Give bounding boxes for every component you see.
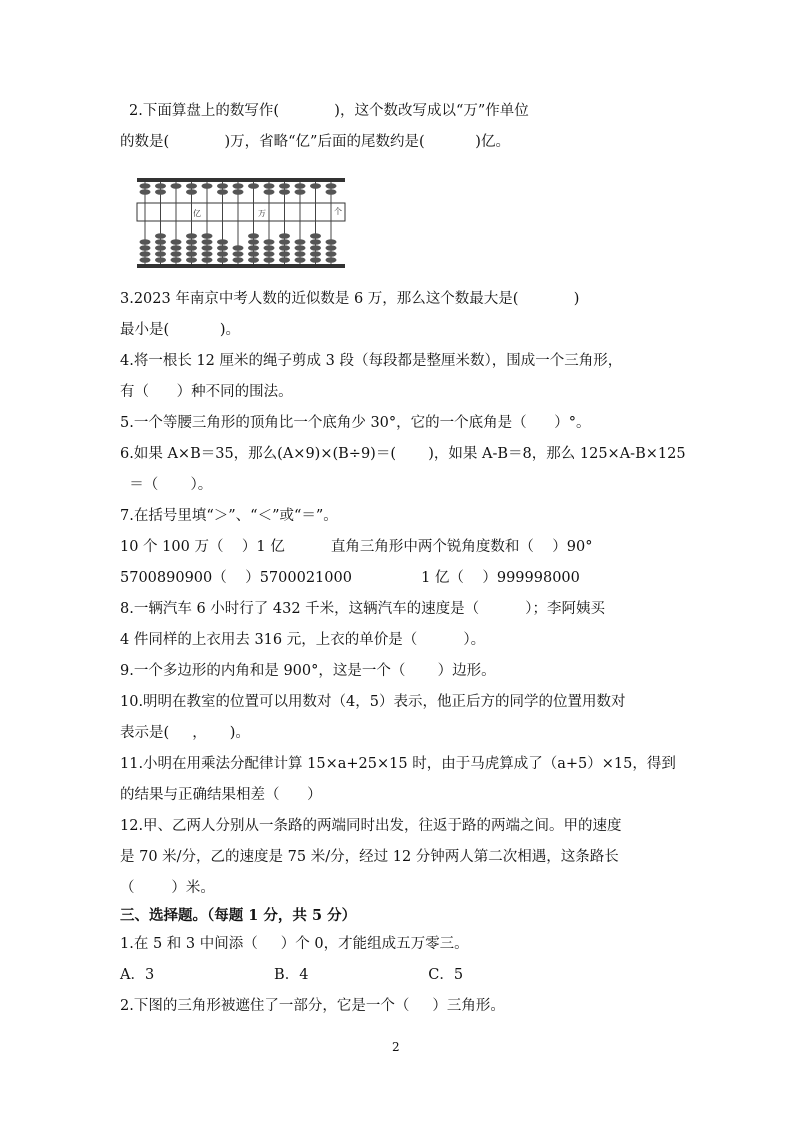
abacus-bead — [248, 257, 259, 263]
q6-line-1: 6.如果 A×B＝35，那么(A×9)×(B÷9)＝( )，如果 A-B＝8，那么 125×A-B×125 — [120, 446, 686, 462]
abacus-bead — [202, 239, 213, 245]
q12-line-3: （ ）米。 — [120, 880, 215, 896]
abacus-bead — [186, 257, 197, 263]
abacus-bead — [279, 233, 290, 239]
q12-line-2: 是 70 米/分，乙的速度是 75 米/分，经过 12 分钟两人第二次相遇，这条路长 — [120, 849, 619, 865]
abacus-bead — [264, 245, 275, 251]
abacus-bead — [233, 257, 244, 263]
abacus-bead — [264, 189, 275, 195]
q12-line-1: 12.甲、乙两人分别从一条路的两端同时出发，往返于路的两端之间。甲的速度 — [120, 818, 622, 834]
abacus-bead — [140, 251, 151, 257]
abacus-figure — [135, 176, 347, 270]
abacus-bead — [217, 183, 228, 189]
abacus-bead — [279, 183, 290, 189]
abacus-bead — [140, 257, 151, 263]
q11-line-2: 的结果与正确结果相差（ ） — [120, 787, 322, 803]
abacus-bead — [264, 251, 275, 257]
q8-line-2: 4 件同样的上衣用去 316 元，上衣的单价是（ ）。 — [120, 632, 486, 648]
abacus-bead — [248, 245, 259, 251]
q9-line: 9.一个多边形的内角和是 900°，这是一个（ ）边形。 — [120, 663, 496, 679]
abacus-label-wan: 万 — [258, 209, 266, 218]
abacus-bead — [233, 183, 244, 189]
abacus-bead — [248, 239, 259, 245]
abacus-bead — [233, 189, 244, 195]
abacus-bead — [326, 245, 337, 251]
abacus-bead — [155, 251, 166, 257]
abacus-bead — [279, 251, 290, 257]
q7-line: 7.在括号里填“＞”、“＜”或“＝”。 — [120, 508, 338, 524]
q3-line-2: 最小是( )。 — [120, 322, 241, 338]
abacus-bead — [295, 183, 306, 189]
abacus-bead — [264, 257, 275, 263]
abacus-bead — [186, 233, 197, 239]
abacus-bead — [264, 183, 275, 189]
abacus-bead — [171, 245, 182, 251]
abacus-bead — [186, 189, 197, 195]
abacus-bead — [248, 251, 259, 257]
abacus-bead — [202, 245, 213, 251]
abacus-bead — [295, 245, 306, 251]
abacus-bead — [248, 233, 259, 239]
q11-line-1: 11.小明在用乘法分配律计算 15×a+25×15 时，由于马虎算成了（a+5）×15，得到 — [120, 756, 676, 772]
abacus-bead — [140, 239, 151, 245]
abacus-bead — [186, 239, 197, 245]
abacus-bead — [217, 239, 228, 245]
q10-line-1: 10.明明在教室的位置可以用数对（4，5）表示，他正后方的同学的位置用数对 — [120, 694, 626, 710]
abacus-bead — [295, 257, 306, 263]
abacus-bead — [217, 251, 228, 257]
abacus-bead — [279, 245, 290, 251]
abacus-bead — [310, 233, 321, 239]
abacus-bead — [310, 257, 321, 263]
abacus-bead — [295, 189, 306, 195]
abacus-bead — [279, 189, 290, 195]
abacus-bead — [233, 245, 244, 251]
abacus-bead — [140, 245, 151, 251]
abacus-bead — [186, 251, 197, 257]
abacus-bead — [171, 239, 182, 245]
abacus-bead — [233, 251, 244, 257]
q7-row-2: 5700890900（ ）5700021000 1 亿（ ）999998000 — [120, 570, 580, 586]
q2-line-1: 2.下面算盘上的数写作( )，这个数改写成以“万”作单位 — [129, 103, 529, 119]
q4-line-2: 有（ ）种不同的围法。 — [120, 384, 293, 400]
abacus-bead — [202, 257, 213, 263]
abacus-bead — [155, 239, 166, 245]
abacus-bead — [279, 239, 290, 245]
page-number: 2 — [392, 1040, 400, 1054]
abacus-bead — [186, 245, 197, 251]
abacus-bead — [217, 257, 228, 263]
abacus-bead — [310, 239, 321, 245]
abacus-bead — [279, 257, 290, 263]
abacus-bead — [326, 251, 337, 257]
abacus-bead — [248, 183, 259, 189]
abacus-bead — [140, 183, 151, 189]
abacus-bead — [155, 245, 166, 251]
abacus-bead — [264, 239, 275, 245]
abacus-bead — [171, 257, 182, 263]
abacus-bead — [202, 251, 213, 257]
choice-q2-line: 2.下图的三角形被遮住了一部分，它是一个（ ）三角形。 — [120, 998, 505, 1014]
abacus-bead — [217, 245, 228, 251]
abacus-bead — [326, 183, 337, 189]
abacus-label-ge: 个 — [334, 207, 342, 216]
abacus-bead — [326, 257, 337, 263]
q6-line-2: ＝（ ）。 — [120, 477, 213, 493]
abacus-bead — [140, 189, 151, 195]
abacus-bead — [310, 245, 321, 251]
q8-line-1: 8.一辆汽车 6 小时行了 432 千米，这辆汽车的速度是（ ）；李阿姨买 — [120, 601, 606, 617]
abacus-bead — [310, 251, 321, 257]
choice-q1-line: 1.在 5 和 3 中间添（ ）个 0，才能组成五万零三。 — [120, 936, 469, 952]
abacus-bead — [310, 183, 321, 189]
q3-line-1: 3.2023 年南京中考人数的近似数是 6 万，那么这个数最大是( ) — [120, 291, 580, 307]
q2-line-2: 的数是( )万，省略“亿”后面的尾数约是( )亿。 — [120, 134, 510, 150]
abacus-bead — [155, 257, 166, 263]
abacus-bead — [155, 189, 166, 195]
q10-line-2: 表示是( ， )。 — [120, 725, 250, 741]
abacus-bead — [155, 183, 166, 189]
abacus-bead — [155, 233, 166, 239]
q7-row-1: 10 个 100 万（ ）1 亿 直角三角形中两个锐角度数和（ ）90° — [120, 539, 593, 555]
abacus-bead — [171, 183, 182, 189]
abacus-bead — [202, 233, 213, 239]
q4-line-1: 4.将一根长 12 厘米的绳子剪成 3 段（每段都是整厘米数），围成一个三角形， — [120, 353, 623, 369]
abacus-bead — [326, 239, 337, 245]
abacus-bead — [171, 251, 182, 257]
abacus-bead — [202, 183, 213, 189]
abacus-bead — [295, 239, 306, 245]
section-3-heading: 三、选择题。（每题 1 分，共 5 分） — [120, 907, 357, 924]
q5-line: 5.一个等腰三角形的顶角比一个底角少 30°，它的一个底角是（ ）°。 — [120, 415, 591, 431]
abacus-bead — [186, 183, 197, 189]
abacus-bead — [217, 189, 228, 195]
abacus-bead — [326, 189, 337, 195]
abacus-label-yi: 亿 — [193, 209, 201, 218]
choice-q1-options: A．3 B．4 C．5 — [120, 967, 464, 983]
abacus-bead — [295, 251, 306, 257]
